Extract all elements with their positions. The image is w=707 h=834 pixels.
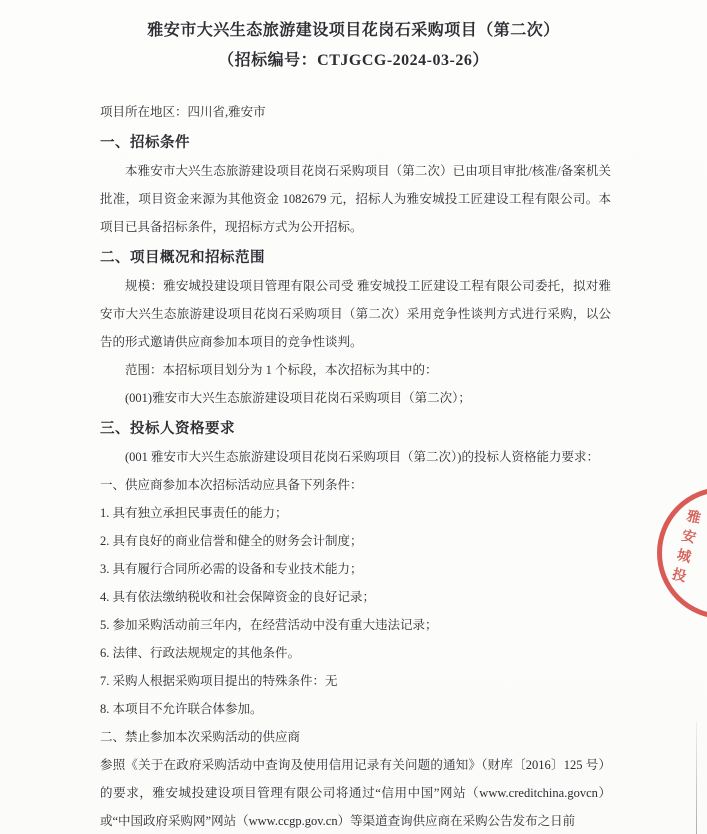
document-header [0, 0, 707, 76]
doc-line-item: 4. 具有依法缴纳税收和社会保障资金的良好记录； [100, 590, 376, 604]
doc-line-item: 7. 采购人根据采购项目提出的特殊条件：无 [100, 674, 338, 688]
doc-subtitle-tender-number: （招标编号：CTJGCG-2024-03-26） [218, 52, 489, 69]
doc-title: 雅安市大兴生态旅游建设项目花岗石采购项目（第二次） [147, 22, 560, 39]
doc-line-para-indent: 范围：本招标项目划分为 1 个标段，本次招标为其中的： [125, 363, 438, 377]
doc-line-heading: 三、投标人资格要求 [100, 421, 235, 437]
seal-text: 雅安城投 [667, 507, 702, 589]
doc-line-para-indent: (001 雅安市大兴生态旅游建设项目花岗石采购项目（第二次）)的投标人资格能力要求： [125, 450, 599, 464]
doc-line-para: 参照《关于在政府采购活动中查询及使用信用记录有关问题的通知》（财库〔2016〕125 号）的要求，雅安城投建设项目管理有限公司将通过“信用中国”网站（www.creditchina.govcn）或“中国政府采购网”网站（www.ccgp.gov.cn）等渠道查询供应商在采购公告发布之日前 [100, 758, 611, 828]
red-company-seal-partial [657, 487, 707, 619]
doc-line-item: 1. 具有独立承担民事责任的能力； [100, 506, 288, 520]
doc-line-item: 2. 具有良好的商业信誉和健全的财务会计制度； [100, 534, 363, 548]
doc-line-para-indent: (001)雅安市大兴生态旅游建设项目花岗石采购项目（第二次）； [125, 391, 471, 405]
doc-line-meta: 项目所在地区：四川省,雅安市 [100, 105, 266, 119]
doc-line-item: 6. 法律、行政法规规定的其他条件。 [100, 646, 301, 660]
doc-line-heading: 二、项目概况和招标范围 [100, 250, 265, 266]
doc-line-item: 5. 参加采购活动前三年内，在经营活动中没有重大违法记录； [100, 618, 438, 632]
doc-line-para-indent: 本雅安市大兴生态旅游建设项目花岗石采购项目（第二次）已由项目审批/核准/备案机关批准，项目资金来源为其他资金 1082679 元，招标人为雅安城投工匠建设工程有限公司。本项目已具备招标条件，现招标方式为公开招标。 [100, 164, 611, 234]
doc-line-heading: 一、招标条件 [100, 135, 190, 151]
document-body [100, 98, 611, 834]
doc-line-item: 二、禁止参加本次采购活动的供应商 [100, 730, 301, 744]
doc-line-para-indent: 规模：雅安城投建设项目管理有限公司受 雅安城投工匠建设工程有限公司委托，拟对雅安市大兴生态旅游建设项目花岗石采购项目（第二次）采用竞争性谈判方式进行采购，以公告的形式邀请供应商参加本项目的竞争性谈判。 [100, 279, 611, 349]
doc-line-item: 3. 具有履行合同所必需的设备和专业技术能力； [100, 562, 363, 576]
doc-line-item: 一、供应商参加本次招标活动应具备下列条件： [100, 478, 363, 492]
scan-artifact-line [696, 722, 697, 834]
doc-line-item: 8. 本项目不允许联合体参加。 [100, 702, 263, 716]
